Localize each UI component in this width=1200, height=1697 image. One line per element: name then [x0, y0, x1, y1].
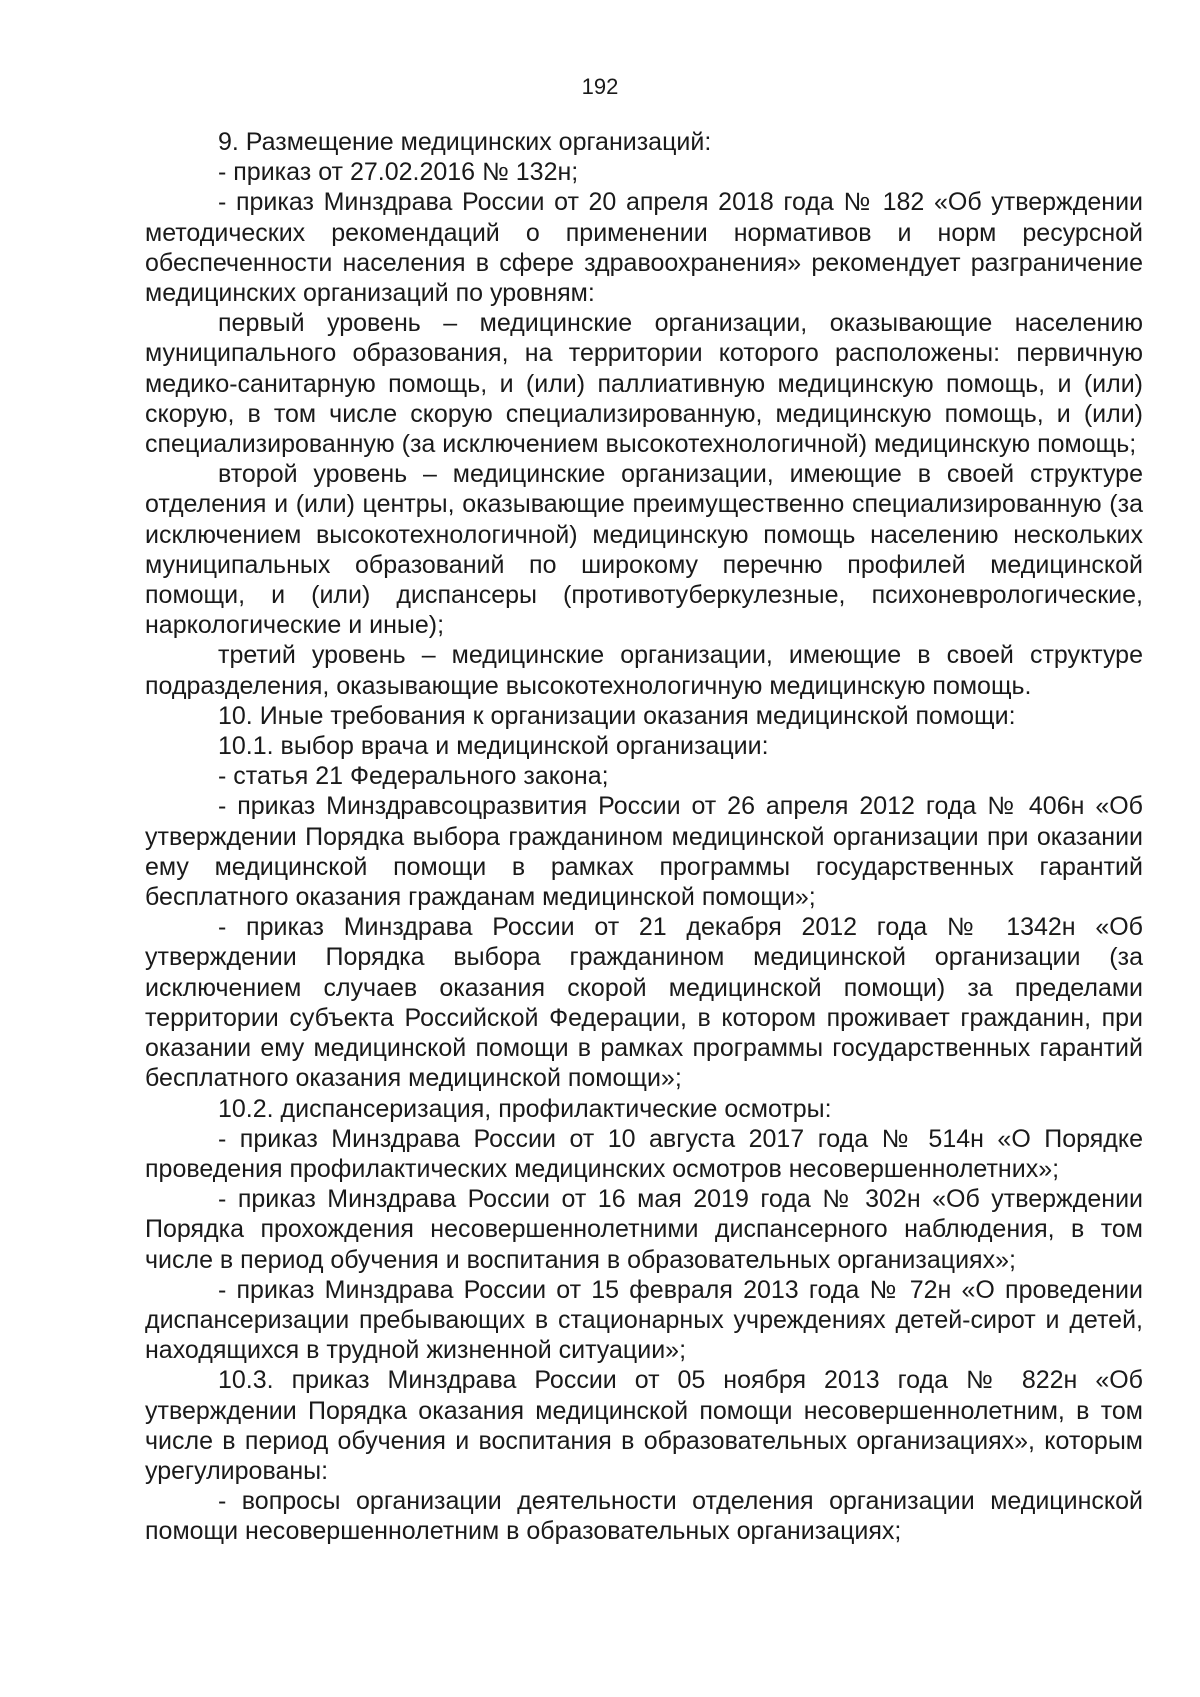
page-number: 192 — [581, 74, 619, 99]
paragraph: - приказ Минздрава России от 21 декабря 2012 года № 1342н «Об утверждении Порядка выбора гражданином медицинской организации (за исключением случаев оказания скорой медицинской помощи) за пределами территории субъекта Российской Федерации, в котором проживает гражданин, при оказании ему медицинской помощи в рамках программы государственных гарантий бесплатного оказания медицинской помощи»; — [145, 913, 1143, 1093]
paragraph: 9. Размещение медицинских организаций: — [218, 128, 712, 156]
paragraph: - приказ Минздравсоцразвития России от 26 апреля 2012 года № 406н «Об утверждении Порядка выбора гражданином медицинской организации при оказании ему медицинской помощи в рамках программы государственных гарантий бесплатного оказания гражданам медицинской помощи»; — [145, 792, 1143, 912]
document-body — [145, 127, 1143, 1547]
paragraph: - статья 21 Федерального закона; — [218, 762, 609, 791]
paragraph: второй уровень – медицинские организации, имеющие в своей структуре отделения и (или) центры, оказывающие преимущественно специализированную (за исключением высокотехнологичной) медицинскую помощь населению нескольких муниципальных образований по широкому перечню профилей медицинской помощи, и (или) диспансеры (противотуберкулезные, психоневрологические, наркологические и иные); — [145, 460, 1143, 640]
paragraph: первый уровень – медицинские организации, оказывающие населению муниципального образования, на территории которого расположены: первичную медико-санитарную помощь, и (или) паллиативную медицинскую помощь, и (или) скорую, в том числе скорую специализированную, медицинскую помощь, и (или) специализированную (за исключением высокотехнологичной) медицинскую помощь; — [145, 309, 1143, 459]
paragraph: - вопросы организации деятельности отделения организации медицинской помощи несовершеннолетним в образовательных организациях; — [145, 1487, 1143, 1546]
paragraph: 10.3. приказ Минздрава России от 05 ноября 2013 года № 822н «Об утверждении Порядка оказания медицинской помощи несовершеннолетним, в том числе в период обучения и воспитания в образовательных организациях», которым урегулированы: — [145, 1366, 1143, 1485]
paragraph: 10.1. выбор врача и медицинской организации: — [218, 732, 769, 761]
paragraph: - приказ Минздрава России от 15 февраля 2013 года № 72н «О проведении диспансеризации пребывающих в стационарных учреждениях детей-сирот и детей, находящихся в трудной жизненной ситуации»; — [145, 1275, 1143, 1365]
paragraph: - приказ от 27.02.2016 № 132н; — [218, 158, 579, 187]
paragraph: 10. Иные требования к организации оказания медицинской помощи: — [218, 701, 1016, 730]
paragraph: - приказ Минздрава России от 16 мая 2019 года № 302н «Об утверждении Порядка прохождения несовершеннолетними диспансерного наблюдения, в том числе в период обучения и воспитания в образовательных организациях»; — [145, 1185, 1143, 1274]
paragraph: - приказ Минздрава России от 20 апреля 2018 года № 182 «Об утверждении методических рекомендаций о применении нормативов и норм ресурсной обеспеченности населения в сфере здравоохранения» рекомендует разграничение медицинских организаций по уровням: — [145, 188, 1143, 308]
paragraph: - приказ Минздрава России от 10 августа 2017 года № 514н «О Порядке проведения профилактических медицинских осмотров несовершеннолетних»; — [145, 1124, 1143, 1183]
paragraph: третий уровень – медицинские организации, имеющие в своей структуре подразделения, оказывающие высокотехнологичную медицинскую помощь. — [145, 641, 1143, 700]
paragraph: 10.2. диспансеризация, профилактические осмотры: — [218, 1094, 832, 1123]
